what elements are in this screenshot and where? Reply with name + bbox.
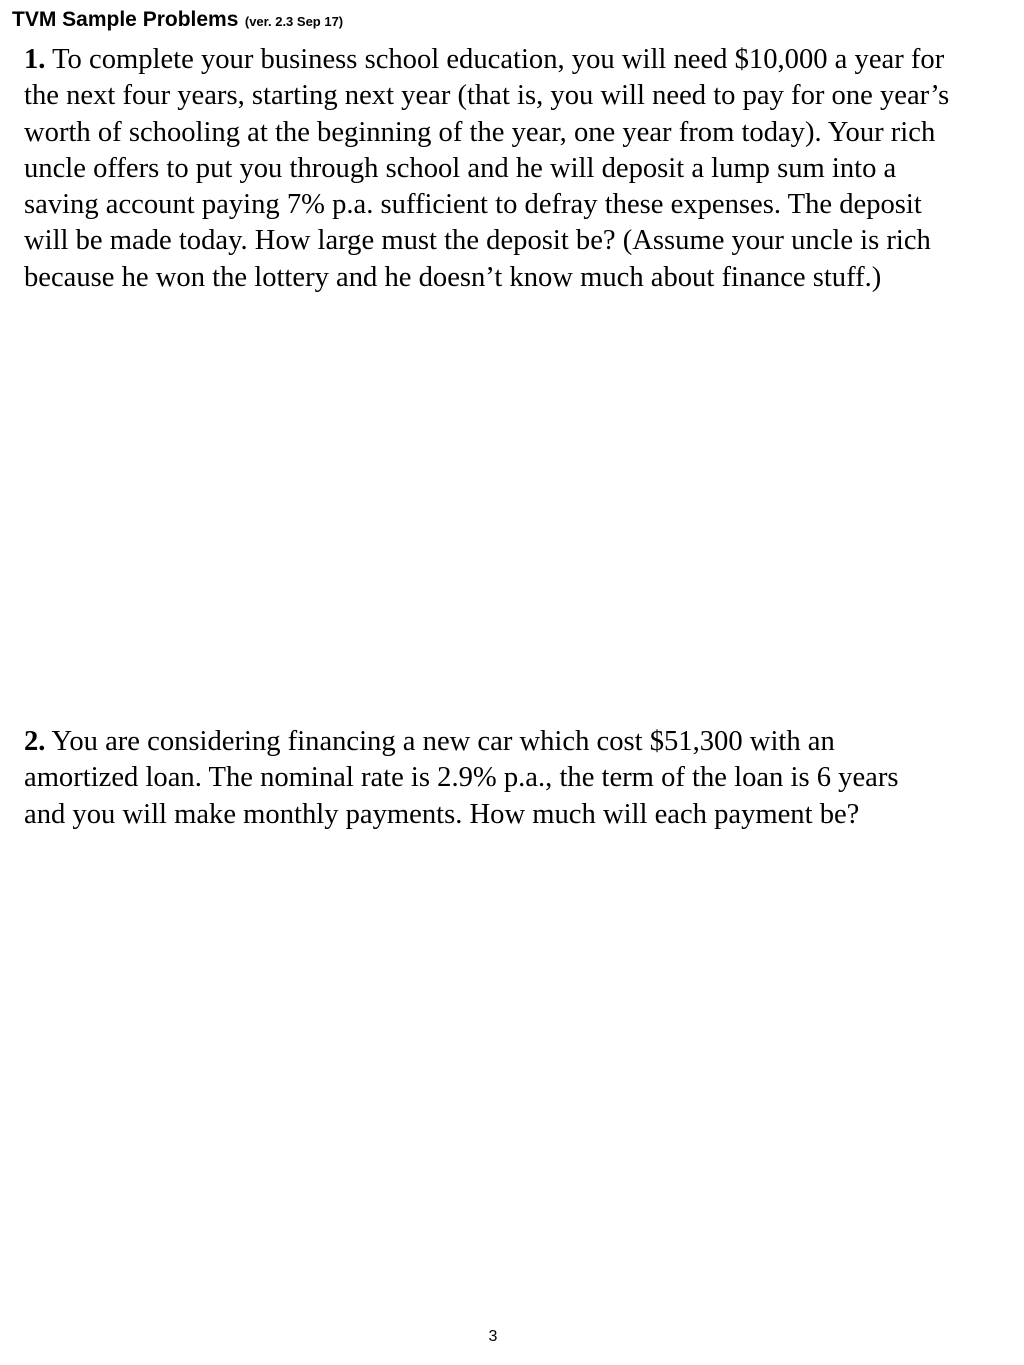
- problem-text-line: amortized loan. The nominal rate is 2.9% p.a., the term of the loan is 6 years: [24, 762, 899, 794]
- problem-text-line: and you will make monthly payments. How much will each payment be?: [24, 798, 860, 830]
- problem-text-line: will be made today. How large must the deposit be? (Assume your uncle is rich: [24, 225, 931, 257]
- page-number: 3: [488, 1328, 498, 1345]
- problem-text-line: worth of schooling at the beginning of the year, one year from today). Your rich: [24, 116, 936, 148]
- problem-text-line: [24, 42, 1014, 78]
- problem-1: [24, 42, 1014, 296]
- problem-text-line: saving account paying 7% p.a. sufficient to defray these expenses. The deposit: [24, 189, 922, 221]
- document-header: [12, 8, 343, 32]
- problem-text: To complete your business school education, you will need $10,000 a year for: [45, 44, 945, 75]
- document-version: (ver. 2.3 Sep 17): [244, 14, 344, 29]
- problem-2: [24, 724, 1014, 833]
- problem-text: You are considering financing a new car which cost $51,300 with an: [45, 726, 835, 757]
- problem-text-line: because he won the lottery and he doesn’t know much about finance stuff.): [24, 261, 882, 293]
- problem-number: 2.: [24, 726, 46, 757]
- problem-number: 1.: [24, 44, 46, 75]
- problem-text-line: the next four years, starting next year (that is, you will need to pay for one year’s: [24, 80, 950, 112]
- problem-text-line: uncle offers to put you through school and he will deposit a lump sum into a: [24, 152, 897, 184]
- problem-text-line: [24, 724, 1014, 760]
- document-title: TVM Sample Problems: [12, 8, 239, 31]
